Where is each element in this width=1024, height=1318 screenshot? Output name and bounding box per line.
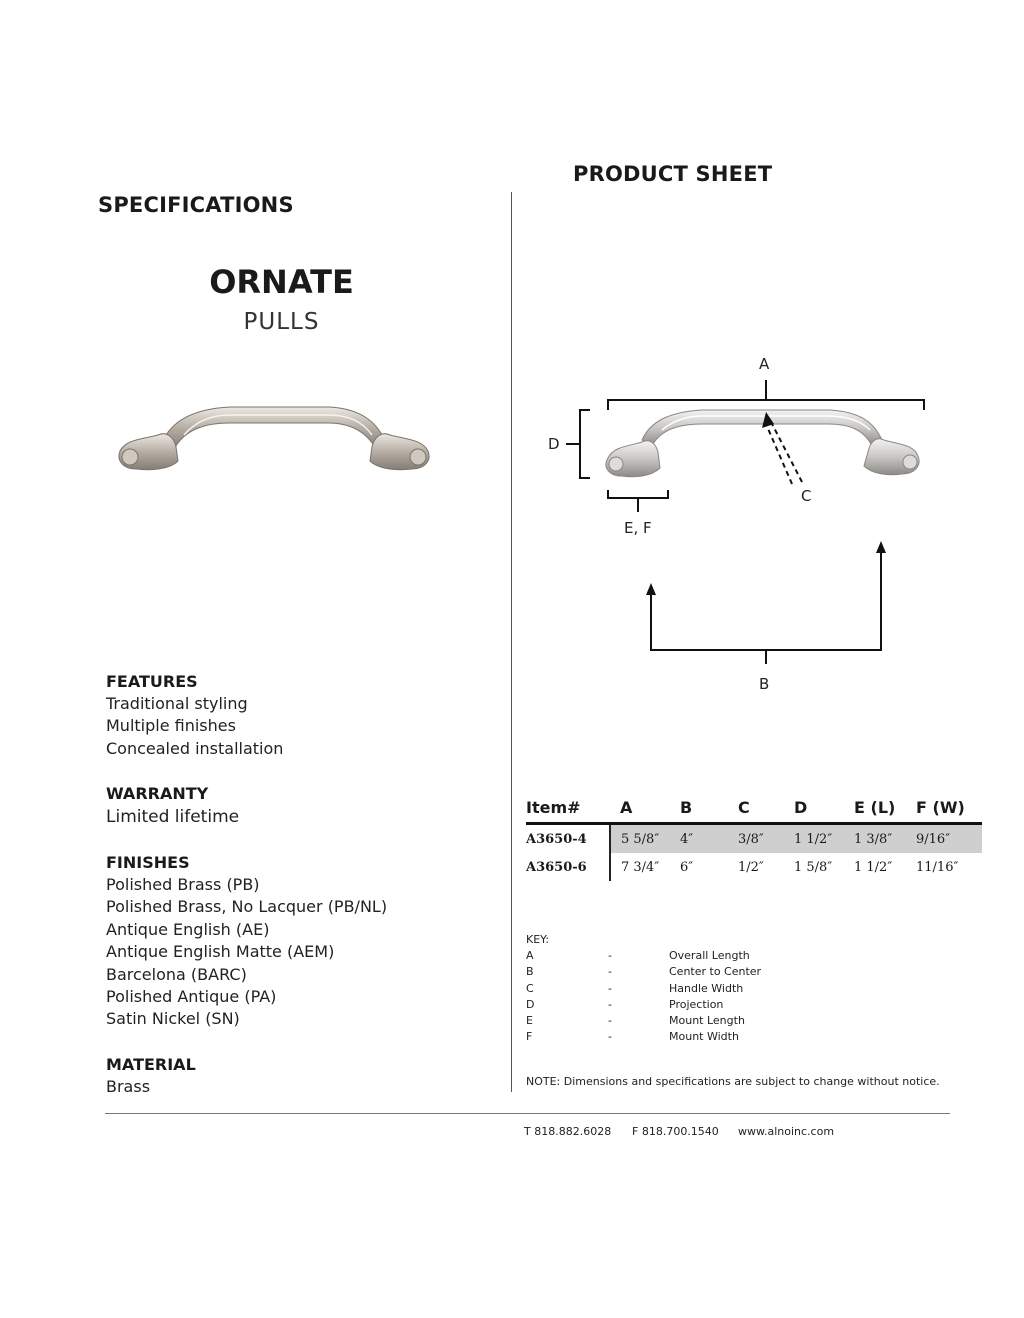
table-cell: 1 1/2″ xyxy=(854,859,893,875)
key-row xyxy=(526,964,761,980)
header-b: B xyxy=(680,797,693,817)
table-header-row xyxy=(526,796,982,824)
features-heading: FEATURES xyxy=(106,672,198,691)
key-dash: - xyxy=(608,1030,612,1044)
finish-item: Satin Nickel (SN) xyxy=(106,1009,240,1029)
website-link[interactable]: www.alnoinc.com xyxy=(738,1125,835,1138)
table-cell: 7 3/4″ xyxy=(621,859,660,875)
key-desc: Projection xyxy=(669,997,724,1011)
item-number: A3650-4 xyxy=(526,824,610,854)
table-cell: 9/16″ xyxy=(916,824,982,854)
key-desc: Handle Width xyxy=(669,981,744,995)
feature-item: Concealed installation xyxy=(106,738,284,758)
item-number: A3650-6 xyxy=(526,853,610,881)
key-desc: Center to Center xyxy=(669,965,762,979)
finishes-heading: FINISHES xyxy=(106,853,190,872)
label-a: A xyxy=(759,355,770,373)
key-dash: - xyxy=(608,981,612,995)
table-cell: 3/8″ xyxy=(738,824,794,854)
contact-fax: F 818.700.1540 xyxy=(632,1125,719,1138)
key-list xyxy=(526,948,761,1046)
header-d: D xyxy=(794,797,808,817)
table-cell: 11/16″ xyxy=(916,859,959,875)
key-letter: F xyxy=(526,1030,533,1044)
finish-item: Polished Brass, No Lacquer (PB/NL) xyxy=(106,897,388,917)
disclaimer-note: NOTE: Dimensions and specifications are subject to change without notice. xyxy=(526,1075,940,1088)
key-letter: A xyxy=(526,949,534,962)
table-cell: 1 5/8″ xyxy=(794,859,833,875)
key-row xyxy=(526,1013,761,1029)
diagram-handle xyxy=(606,410,919,477)
warranty-text: Limited lifetime xyxy=(106,807,240,827)
feature-item: Traditional styling xyxy=(106,694,248,713)
label-ef: E, F xyxy=(624,519,652,537)
table-cell: 1 1/2″ xyxy=(794,824,854,854)
finish-item: Antique English (AE) xyxy=(106,919,270,939)
key-dash: - xyxy=(608,949,612,962)
key-letter: C xyxy=(526,981,534,995)
header-c: C xyxy=(738,797,750,817)
label-c: C xyxy=(801,487,812,505)
key-letter: D xyxy=(526,997,535,1011)
finish-item: Antique English Matte (AEM) xyxy=(106,942,335,962)
label-d: D xyxy=(548,435,560,453)
product-photo xyxy=(100,395,450,505)
product-name: ORNATE xyxy=(209,263,354,301)
finish-item: Polished Antique (PA) xyxy=(106,987,277,1007)
header-item: Item# xyxy=(526,797,581,817)
header-a: A xyxy=(620,797,633,817)
table-cell: 6″ xyxy=(680,859,694,875)
key-row xyxy=(526,1029,761,1045)
warranty-heading: WARRANTY xyxy=(106,784,209,803)
features-list xyxy=(106,693,283,760)
key-dash: - xyxy=(608,1014,612,1028)
key-row xyxy=(526,997,761,1013)
key-letter: E xyxy=(526,1014,533,1028)
table-cell: 4″ xyxy=(680,824,738,854)
finishes-list xyxy=(106,874,387,1031)
dimension-diagram xyxy=(530,350,1000,700)
footer-divider xyxy=(105,1113,950,1114)
material-text: Brass xyxy=(106,1077,151,1096)
specifications-heading: SPECIFICATIONS xyxy=(98,193,294,217)
product-type: PULLS xyxy=(243,309,320,335)
header-f: F (W) xyxy=(916,797,965,817)
material-heading: MATERIAL xyxy=(106,1055,196,1074)
feature-item: Multiple finishes xyxy=(106,716,236,736)
product-sheet-heading: PRODUCT SHEET xyxy=(573,162,773,186)
key-desc: Mount Width xyxy=(669,1030,739,1044)
finish-item: Polished Brass (PB) xyxy=(106,875,260,894)
table-cell: 5 5/8″ xyxy=(610,824,680,854)
table-cell: 1/2″ xyxy=(738,859,764,875)
dimensions-table xyxy=(526,796,982,881)
table-row xyxy=(526,853,982,881)
key-row xyxy=(526,948,761,964)
table-row xyxy=(526,824,982,854)
key-row xyxy=(526,981,761,997)
key-desc: Overall Length xyxy=(669,949,750,962)
key-letter: B xyxy=(526,965,534,979)
key-dash: - xyxy=(608,997,612,1011)
key-dash: - xyxy=(608,965,612,979)
finish-item: Barcelona (BARC) xyxy=(106,964,247,984)
table-cell: 1 3/8″ xyxy=(854,824,916,854)
key-heading: KEY: xyxy=(526,933,550,946)
header-e: E (L) xyxy=(854,797,896,817)
label-b: B xyxy=(759,675,770,693)
contact-phone: T 818.882.6028 xyxy=(524,1125,612,1138)
key-desc: Mount Length xyxy=(669,1014,745,1028)
